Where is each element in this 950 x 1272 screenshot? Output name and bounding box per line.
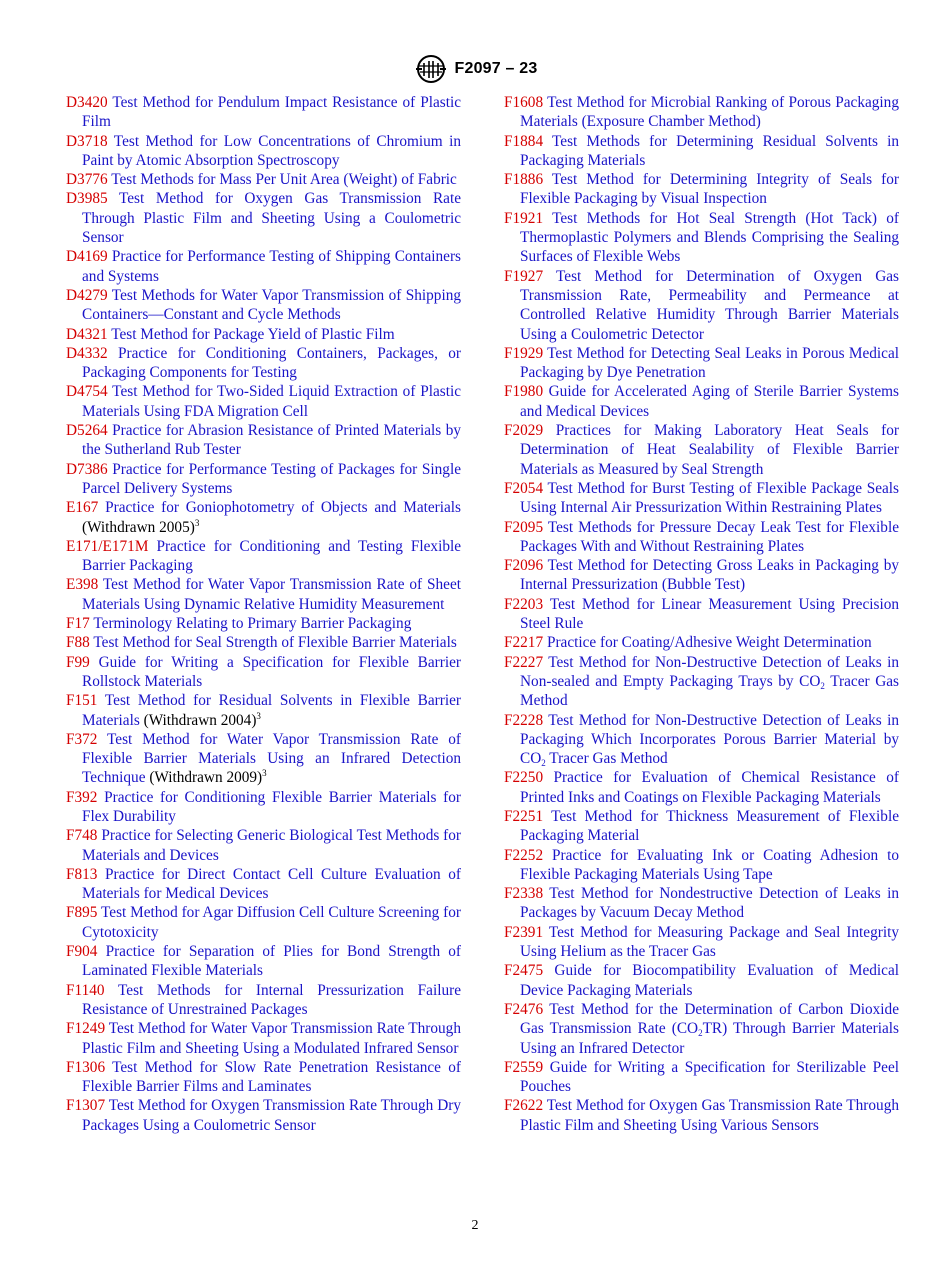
- reference-title: Test Methods for Determining Residual Solvents in Packaging Materials: [520, 132, 899, 169]
- reference-title: Test Method for Detecting Seal Leaks in Porous Medical Packaging by Dye Penetration: [520, 344, 899, 382]
- withdrawn-note: (Withdrawn 2009): [149, 769, 263, 787]
- reference-title: Test Method for Nondestructive Detection of Leaks in Packages by Vacuum Decay Method: [520, 885, 899, 922]
- reference-code: F904: [66, 943, 98, 961]
- reference-code: D4332: [66, 344, 108, 362]
- reference-title: Test Method for Oxygen Gas Transmission Rate Through Plastic Film and Sheeting Using Various Sensors: [520, 1097, 899, 1134]
- reference-code: F151: [66, 692, 98, 710]
- reference-item: [66, 942, 461, 981]
- reference-item: [66, 189, 461, 247]
- reference-item: [66, 325, 461, 344]
- reference-code: F2252: [504, 846, 544, 864]
- reference-title: Test Method for Oxygen Transmission Rate Through Dry Packages Using a Coulometric Sensor: [82, 1097, 461, 1134]
- reference-item: [66, 1019, 461, 1058]
- reference-title: Practice for Direct Contact Cell Culture Evaluation of Materials for Medical Devices: [82, 865, 461, 903]
- reference-title: Practice for Conditioning Flexible Barrier Materials for Flex Durability: [82, 788, 461, 825]
- reference-item: [504, 1096, 899, 1135]
- reference-item: [66, 421, 461, 460]
- reference-item: [66, 691, 461, 730]
- reference-item: [504, 807, 899, 846]
- reference-title: Test Methods for Mass Per Unit Area (Weight) of Fabric: [111, 171, 457, 189]
- reference-code: D4279: [66, 286, 108, 304]
- reference-title: Test Method for Measuring Package and Seal Integrity Using Helium as the Tracer Gas: [520, 923, 899, 961]
- reference-item: [66, 865, 461, 904]
- reference-title: Practice for Evaluation of Chemical Resistance of Printed Inks and Coatings on Flexible Packaging Materials: [520, 769, 900, 806]
- reference-code: F2095: [504, 518, 544, 536]
- reference-item: [66, 132, 461, 171]
- reference-item: [66, 730, 461, 788]
- reference-code: D4169: [66, 248, 108, 266]
- reference-item: [504, 556, 899, 595]
- reference-code: F2250: [504, 769, 544, 787]
- withdrawn-note: (Withdrawn 2005): [82, 518, 195, 536]
- reference-title: Practice for Conditioning Containers, Packages, or Packaging Components for Testing: [82, 344, 461, 382]
- reference-item: [504, 344, 899, 383]
- reference-code: F88: [66, 634, 90, 652]
- reference-code: F2029: [504, 422, 544, 440]
- reference-code: F2476: [504, 1000, 544, 1018]
- reference-code: D7386: [66, 460, 108, 478]
- reference-item: [66, 170, 461, 189]
- reference-item: [504, 267, 899, 344]
- reference-title: Test Method for Water Vapor Transmission Rate of Sheet Materials Using Dynamic Relative Humidity Measurement: [82, 576, 461, 613]
- reference-title: Test Method for Detecting Gross Leaks in Packaging by Internal Pressurization (Bubble Test): [520, 557, 899, 594]
- reference-item: [504, 421, 899, 479]
- reference-item: [66, 247, 461, 286]
- right-column: [504, 93, 899, 1135]
- reference-item: [504, 209, 899, 267]
- reference-code: F2622: [504, 1097, 544, 1115]
- astm-logo-icon: [413, 54, 449, 84]
- reference-code: D4321: [66, 325, 108, 343]
- reference-code: D5264: [66, 422, 108, 440]
- reference-item: [504, 884, 899, 923]
- reference-title: Test Methods for Pressure Decay Leak Test for Flexible Packages With and Without Restraining Plates: [520, 518, 899, 555]
- reference-title: Test Method for Seal Strength of Flexible Barrier Materials: [93, 634, 457, 652]
- reference-title-end: Tracer Gas Method: [520, 672, 899, 710]
- reference-item: [504, 653, 899, 711]
- reference-title: Practice for Goniophotometry of Objects and Materials: [105, 499, 461, 517]
- reference-title: Test Method for Non-Destructive Detection of Leaks in Non-sealed and Empty Packaging Trays by CO: [520, 653, 899, 690]
- reference-title: Test Method for Two-Sided Liquid Extraction of Plastic Materials Using FDA Migration Cell: [82, 383, 461, 420]
- reference-title: Guide for Accelerated Aging of Sterile Barrier Systems and Medical Devices: [520, 383, 899, 420]
- reference-item: [504, 768, 899, 807]
- reference-code: F748: [66, 827, 98, 845]
- reference-code: F2227: [504, 653, 544, 671]
- reference-item: [66, 498, 461, 537]
- reference-title: Test Method for Burst Testing of Flexible Package Seals Using Internal Air Pressurization Within Restraining Plates: [520, 479, 899, 517]
- reference-item: [504, 518, 899, 557]
- reference-code: F1927: [504, 267, 544, 285]
- reference-item: [66, 826, 461, 865]
- reference-code: D3985: [66, 190, 108, 208]
- reference-code: F2096: [504, 557, 544, 575]
- reference-item: [66, 1058, 461, 1097]
- reference-item: [504, 382, 899, 421]
- reference-code: E167: [66, 499, 99, 517]
- reference-title: Test Method for Oxygen Gas Transmission Rate Through Plastic Film and Sheeting Using a Coulometric Sensor: [82, 190, 461, 247]
- reference-title: Practices for Making Laboratory Heat Seals for Determination of Heat Sealability of Flexible Barrier Materials as Measured by Seal Strength: [520, 422, 899, 478]
- reference-item: [66, 653, 461, 692]
- reference-code: F392: [66, 788, 98, 806]
- reference-code: F372: [66, 730, 98, 748]
- reference-code: E398: [66, 576, 99, 594]
- reference-title: Test Method for Agar Diffusion Cell Culture Screening for Cytotoxicity: [82, 904, 461, 941]
- reference-code: D3776: [66, 171, 108, 189]
- withdrawn-note: (Withdrawn 2004): [143, 711, 257, 729]
- reference-title: Terminology Relating to Primary Barrier Packaging: [93, 615, 412, 633]
- reference-code: F2391: [504, 923, 544, 941]
- reference-title: Practice for Abrasion Resistance of Printed Materials by the Sutherland Rub Tester: [82, 422, 461, 459]
- reference-item: [504, 1058, 899, 1097]
- reference-title: Practice for Coating/Adhesive Weight Determination: [546, 634, 872, 652]
- reference-code: F99: [66, 653, 90, 671]
- footnote-marker: 3: [194, 517, 200, 528]
- reference-code: F17: [66, 615, 90, 633]
- reference-title: Test Method for Pendulum Impact Resistance of Plastic Film: [82, 94, 461, 131]
- reference-code: F895: [66, 904, 98, 922]
- reference-title-end: TR) Through Barrier Materials Using an Infrared Detector: [520, 1020, 899, 1057]
- reference-code: F813: [66, 865, 98, 883]
- reference-code: F2203: [504, 595, 544, 613]
- reference-title: Test Method for Microbial Ranking of Porous Packaging Materials (Exposure Chamber Method): [520, 94, 899, 131]
- reference-title: Test Method for Determination of Oxygen Gas Transmission Rate, Permeability and Permeance at Controlled Relative Humidity Through Barrier Materials Using a Coulometric Detector: [520, 267, 899, 343]
- reference-item: [504, 846, 899, 885]
- reference-item: [504, 711, 899, 769]
- reference-title: Guide for Writing a Specification for Flexible Barrier Rollstock Materials: [82, 653, 461, 690]
- reference-title: Guide for Writing a Specification for Sterilizable Peel Pouches: [520, 1058, 899, 1096]
- page-number: 2: [471, 1218, 479, 1233]
- reference-title: Guide for Biocompatibility Evaluation of Medical Device Packaging Materials: [520, 962, 899, 999]
- reference-code: F2251: [504, 807, 544, 825]
- reference-title: Test Methods for Internal Pressurization Failure Resistance of Unrestrained Packages: [82, 981, 461, 1018]
- reference-title: Test Method for Water Vapor Transmission Rate Through Plastic Film and Sheeting Using a Modulated Infrared Sensor: [82, 1020, 461, 1057]
- reference-item: [504, 961, 899, 1000]
- reference-item: [504, 923, 899, 962]
- reference-item: [66, 981, 461, 1020]
- reference-item: [504, 1000, 899, 1058]
- reference-code: F2338: [504, 885, 544, 903]
- reference-item: [66, 788, 461, 827]
- reference-code: F1608: [504, 94, 544, 111]
- reference-title: Practice for Evaluating Ink or Coating Adhesion to Flexible Packaging Materials Using Tape: [520, 846, 900, 883]
- reference-code: F1884: [504, 132, 544, 150]
- reference-title: Practice for Performance Testing of Shipping Containers and Systems: [82, 248, 461, 285]
- reference-title: Test Method for Package Yield of Plastic Film: [111, 325, 395, 343]
- reference-title: Test Methods for Hot Seal Strength (Hot Tack) of Thermoplastic Polymers and Blends Comprising the Sealing Surfaces of Flexible Webs: [520, 209, 899, 266]
- reference-title: Practice for Selecting Generic Biological Test Methods for Materials and Devices: [82, 827, 462, 864]
- reference-title: Test Method for Determining Integrity of Seals for Flexible Packaging by Visual Inspection: [520, 171, 899, 208]
- footnote-marker: 3: [256, 710, 261, 721]
- reference-title: Practice for Performance Testing of Packages for Single Parcel Delivery Systems: [82, 460, 461, 497]
- reference-item: [66, 633, 461, 652]
- reference-item: [66, 903, 461, 942]
- reference-title-end: Tracer Gas Method: [545, 750, 668, 768]
- reference-item: [66, 93, 461, 132]
- reference-title: Test Method for Linear Measurement Using Precision Steel Rule: [520, 595, 899, 633]
- reference-item: [66, 382, 461, 421]
- reference-item: [66, 1096, 461, 1135]
- reference-code: F2559: [504, 1058, 544, 1076]
- reference-title: Test Methods for Water Vapor Transmission of Shipping Containers—Constant and Cycle Methods: [82, 286, 461, 324]
- reference-code: F1249: [66, 1020, 106, 1038]
- reference-item: [66, 344, 461, 383]
- reference-title: Practice for Conditioning and Testing Flexible Barrier Packaging: [82, 537, 462, 575]
- reference-code: D3718: [66, 132, 108, 150]
- reference-code: F2228: [504, 711, 544, 729]
- reference-code: F2217: [504, 634, 544, 652]
- reference-title: Test Method for Low Concentrations of Chromium in Paint by Atomic Absorption Spectroscopy: [82, 132, 461, 169]
- reference-item: [504, 633, 899, 652]
- reference-subscript: 2: [698, 1028, 703, 1039]
- footnote-marker: 3: [262, 768, 267, 779]
- left-column: [66, 93, 461, 1135]
- reference-title: Test Method for the Determination of Carbon Dioxide Gas Transmission Rate (CO: [520, 1000, 899, 1038]
- reference-item: [504, 93, 899, 132]
- reference-item: [66, 537, 461, 576]
- reference-code: F1980: [504, 383, 544, 401]
- reference-code: F1306: [66, 1058, 106, 1076]
- reference-title: Test Method for Thickness Measurement of Flexible Packaging Material: [520, 807, 899, 845]
- reference-item: [504, 132, 899, 171]
- reference-code: E171/E171M: [66, 537, 149, 555]
- reference-subscript: 2: [820, 680, 825, 691]
- reference-title: Test Method for Non-Destructive Detection of Leaks in Packaging Which Incorporates Porous Barrier Material by CO: [520, 711, 899, 768]
- reference-title: Test Method for Slow Rate Penetration Resistance of Flexible Barrier Films and Laminates: [82, 1058, 461, 1096]
- reference-item: [66, 460, 461, 499]
- reference-code: D3420: [66, 94, 108, 111]
- reference-code: F1140: [66, 981, 105, 999]
- reference-code: F2475: [504, 962, 544, 980]
- reference-item: [504, 170, 899, 209]
- reference-code: F1307: [66, 1097, 106, 1115]
- reference-item: [66, 286, 461, 325]
- reference-item: [66, 575, 461, 614]
- document-designation: F2097 – 23: [454, 60, 538, 77]
- reference-item: [66, 614, 461, 633]
- reference-title: Practice for Separation of Plies for Bond Strength of Laminated Flexible Materials: [82, 943, 461, 980]
- reference-code: F2054: [504, 479, 544, 497]
- reference-item: [504, 595, 899, 634]
- reference-code: F1921: [504, 209, 544, 227]
- reference-title: Test Method for Residual Solvents in Flexible Barrier Materials: [82, 692, 461, 729]
- reference-code: F1886: [504, 171, 544, 189]
- reference-item: [504, 479, 899, 518]
- reference-subscript: 2: [541, 758, 546, 769]
- reference-title: Test Method for Water Vapor Transmission Rate of Flexible Barrier Materials Using an Infrared Detection Technique: [82, 730, 461, 787]
- reference-code: D4754: [66, 383, 108, 401]
- reference-code: F1929: [504, 344, 544, 362]
- page-header: [0, 54, 950, 84]
